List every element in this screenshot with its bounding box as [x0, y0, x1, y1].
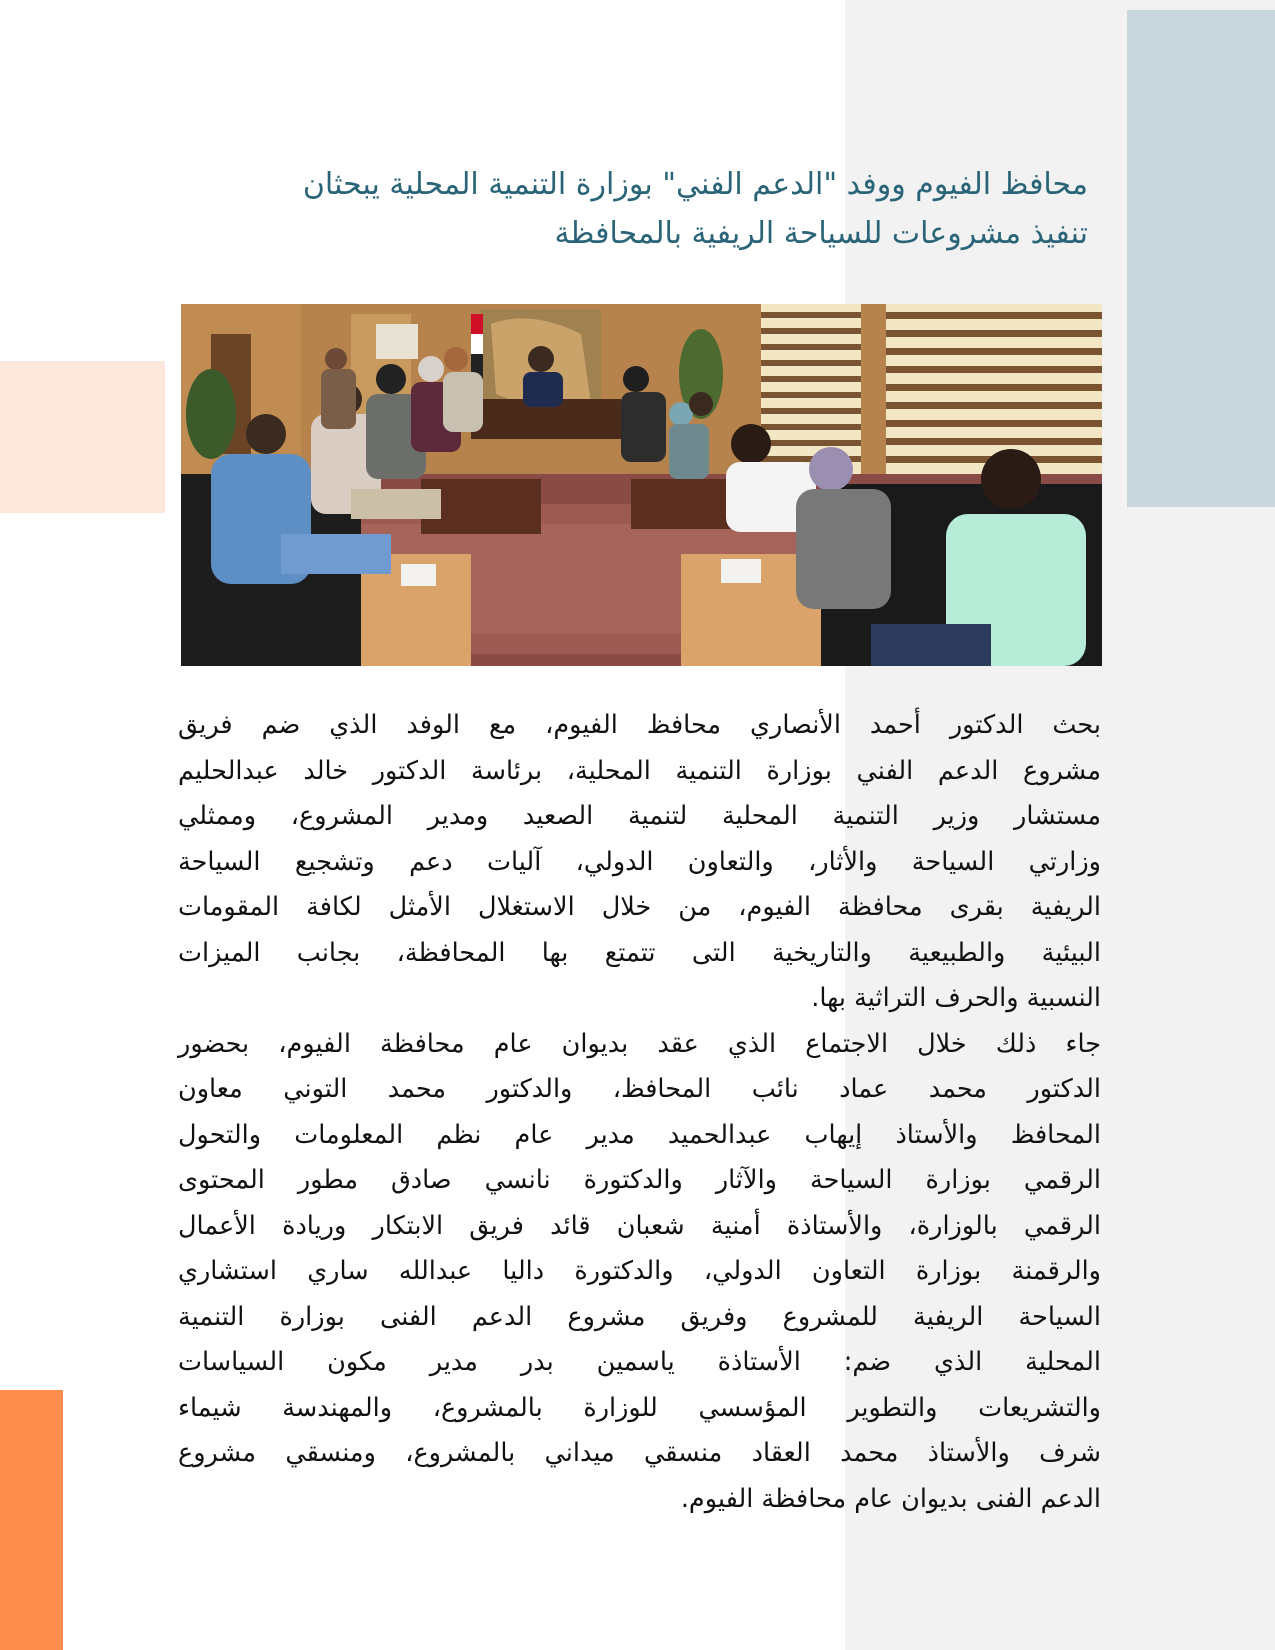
body-line: البيئية والطبيعية والتاريخية التى تتمتع بها المحافظة، بجانب الميزات: [178, 937, 1101, 968]
tissue-box: [401, 564, 436, 586]
emblem-plaque: [376, 324, 418, 359]
side-table: [631, 479, 731, 529]
article-body: [178, 703, 1101, 1522]
plant: [186, 369, 236, 459]
body-line: الرقمي بالوزارة، والأستاذة أمنية شعبان قائد فريق الابتكار وريادة الأعمال: [178, 1210, 1101, 1241]
body-line: مستشار وزير التنمية المحلية لتنمية الصعيد ومدير المشروع، وممثلي: [178, 801, 1101, 831]
title-line: تنفيذ مشروعات للسياحة الريفية بالمحافظة: [554, 216, 1088, 251]
meeting-photo: [181, 304, 1102, 666]
article-title: [150, 160, 1088, 258]
body-line: الدعم الفنى بديوان عام محافظة الفيوم.: [680, 1483, 1101, 1514]
body-line: والتشريعات والتطوير المؤسسي للوزارة بالمشروع، والمهندسة شيماء: [178, 1392, 1101, 1423]
tissue-box: [721, 559, 761, 583]
egypt-flag: [471, 314, 483, 379]
decorative-orange-block: [0, 1390, 63, 1650]
body-line: الدكتور محمد عماد نائب المحافظ، والدكتور محمد التوني معاون: [178, 1074, 1101, 1104]
body-line: والرقمنة بوزارة التعاون الدولي، والدكتورة داليا عبدالله ساري استشاري: [178, 1256, 1101, 1286]
body-line: بحث الدكتور أحمد الأنصاري محافظ الفيوم، مع الوفد الذي ضم فريق: [178, 710, 1101, 740]
decorative-peach-block: [0, 361, 165, 513]
decorative-blue-block: [1127, 10, 1275, 507]
body-line: الريفية بقرى محافظة الفيوم، من خلال الاستغلال الأمثل لكافة المقومات: [178, 892, 1101, 922]
body-line: جاء ذلك خلال الاجتماع الذي عقد بديوان عام محافظة الفيوم، بحضور: [178, 1028, 1101, 1059]
body-line: الرقمي بوزارة السياحة والآثار والدكتورة نانسي صادق مطور المحتوى: [178, 1165, 1101, 1195]
body-line: المحافظ والأستاذ إيهاب عبدالحميد مدير عام نظم المعلومات والتحول: [178, 1119, 1101, 1150]
body-line: المحلية الذي ضم: الأستاذة ياسمين بدر مدير مكون السياسات: [178, 1347, 1101, 1377]
paragraph-1: [178, 703, 1101, 1022]
body-line: شرف والأستاذ محمد العقاد منسقي ميداني بالمشروع، ومنسقي مشروع: [178, 1438, 1101, 1468]
body-line: السياحة الريفية للمشروع وفريق مشروع الدعم الفنى بوزارة التنمية: [178, 1301, 1101, 1332]
paragraph-2: [178, 1022, 1101, 1523]
body-line: مشروع الدعم الفني بوزارة التنمية المحلية، برئاسة الدكتور خالد عبدالحليم: [178, 755, 1101, 786]
body-line: النسبية والحرف التراثية بها.: [811, 983, 1101, 1013]
title-line: محافظ الفيوم ووفد "الدعم الفني" بوزارة التنمية المحلية يبحثان: [302, 167, 1088, 202]
body-line: وزارتي السياحة والأثار، والتعاون الدولي، آليات دعم وتشجيع السياحة: [178, 846, 1101, 877]
